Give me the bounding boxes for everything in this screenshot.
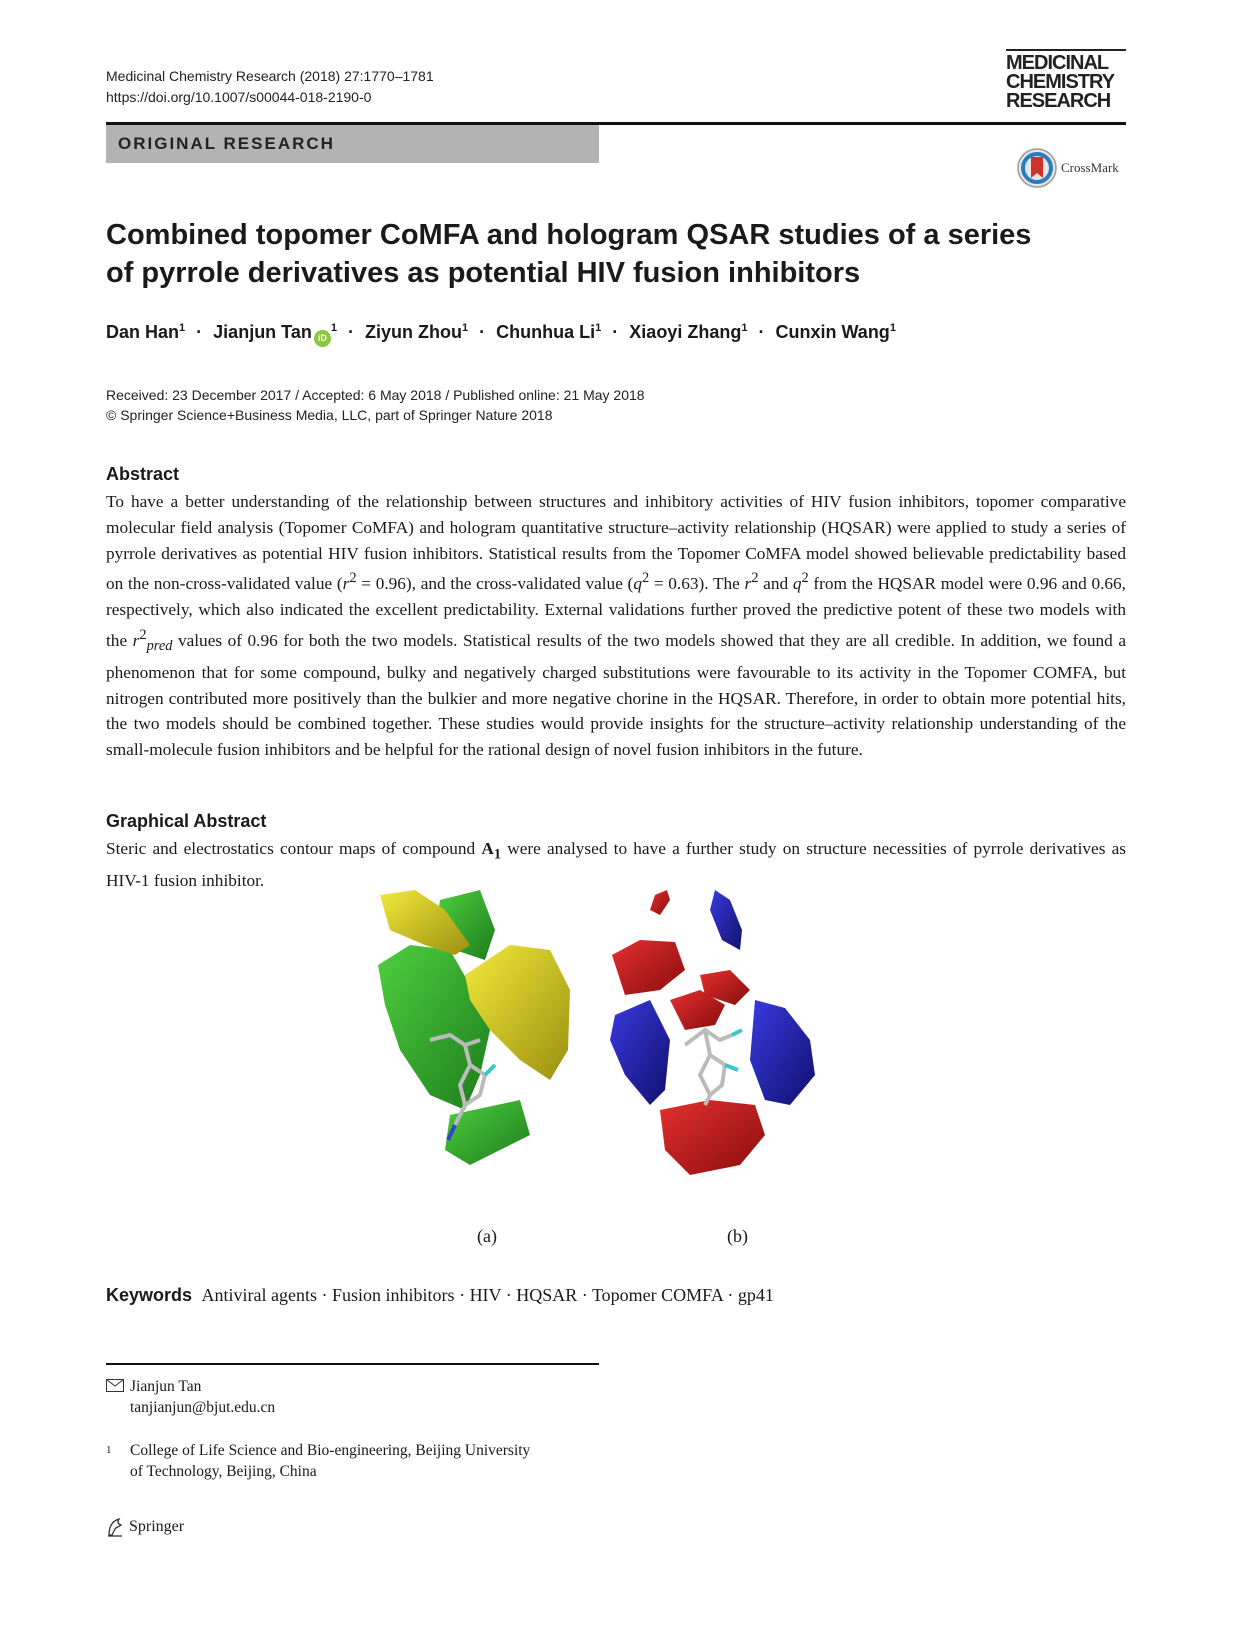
keyword-item[interactable]: Fusion inhibitors (332, 1285, 455, 1305)
affiliation-ref: 1 (179, 322, 186, 334)
section-label: ORIGINAL RESEARCH (118, 134, 335, 153)
symbol-q: q (633, 574, 642, 594)
figure-label-b: (b) (727, 1226, 748, 1246)
author-name[interactable]: Chunhua Li (496, 322, 596, 342)
journal-logo (1006, 49, 1126, 111)
keyword-item[interactable]: HIV (469, 1285, 502, 1305)
author-name[interactable]: Dan Han (106, 322, 180, 342)
affiliation-ref: 1 (330, 322, 337, 334)
abstract-part: To have a better understanding of the relationship between structures and inhibitory activities of HIV fusion inhibitors, topomer comparative molecular field analysis (Topomer CoMFA) and hologram quantitative structure–activity relationship (HQSAR) were applied to study a series of pyrrole derivatives as potential HIV fusion inhibitors. Statistical results from the Topomer CoMFA model showed believable predictability based on the non-cross-validated value ( (106, 492, 1126, 594)
electronegative-region (612, 940, 685, 995)
electropositive-region (710, 890, 742, 950)
crossmark-button[interactable] (1017, 148, 1119, 188)
abstract-part: from the HQSAR model were 0.96 and 0.66, respectively, which also indicated the excellent predictability. External validations further proved the predictive potent of these two models with the (106, 574, 1127, 650)
publication-dates (106, 385, 645, 425)
abstract-part: and (758, 574, 793, 594)
figure-label-a: (a) (477, 1226, 497, 1246)
author-separator: · (758, 322, 765, 342)
affiliation-line: of Technology, Beijing, China (130, 1463, 317, 1480)
author-separator: · (612, 322, 619, 342)
contour-map-figure (370, 890, 880, 1250)
graphical-abstract-text (106, 836, 1126, 894)
author-name[interactable]: Ziyun Zhou (365, 322, 462, 342)
title-line-1: Combined topomer CoMFA and hologram QSAR studies of a series (106, 219, 1032, 251)
author-separator: · (479, 322, 486, 342)
author-name[interactable]: Cunxin Wang (775, 322, 890, 342)
ga-part: were analysed to have a further study on structure necessities of pyrrole derivatives as HIV-1 fusion inhibitor. (106, 839, 1127, 891)
section-band (106, 125, 599, 163)
affiliation-ref: 1 (889, 322, 896, 334)
abstract-text (106, 489, 1126, 763)
corresponding-name: Jianjun Tan (130, 1378, 202, 1395)
electropositive-region (750, 1000, 815, 1105)
publisher-logo (106, 1517, 184, 1537)
orcid-icon[interactable]: iD (314, 330, 331, 347)
affiliation-line: College of Life Science and Bio-engineering, Beijing University (130, 1442, 531, 1459)
logo-word-3: RESEARCH (1006, 90, 1111, 112)
keyword-separator: · (459, 1285, 466, 1305)
footnote-rule (106, 1363, 599, 1365)
envelope-icon (106, 1379, 124, 1392)
corresponding-email[interactable]: tanjianjun@bjut.edu.cn (130, 1399, 276, 1416)
corresponding-author (106, 1376, 275, 1418)
citation-line: Medicinal Chemistry Research (2018) 27:1770–1781 (106, 68, 434, 84)
keyword-item[interactable]: Antiviral agents (201, 1285, 318, 1305)
steric-favorable-region (445, 1100, 530, 1165)
article-title (106, 216, 1086, 292)
exponent: 2 (801, 570, 809, 587)
exponent: 2 (751, 570, 759, 587)
graphical-abstract-heading: Graphical Abstract (106, 811, 267, 831)
steric-contour-map (378, 890, 570, 1165)
author-separator: · (196, 322, 203, 342)
exponent: 2 (349, 570, 357, 587)
affiliation-ref: 1 (741, 322, 748, 334)
ga-part: Steric and electrostatics contour maps of compound (106, 839, 482, 858)
keywords-heading: Keywords (106, 1285, 193, 1305)
ligand-molecule (685, 1030, 742, 1105)
logo-rule (1006, 49, 1126, 51)
springer-horse-icon (106, 1517, 124, 1537)
keyword-item[interactable]: HQSAR (516, 1285, 578, 1305)
exponent: 2 (641, 570, 650, 587)
doi-link[interactable]: https://doi.org/10.1007/s00044-018-2190-0 (106, 89, 372, 105)
author-list (106, 322, 896, 347)
symbol-r-pred: r (132, 630, 140, 650)
author-separator: · (348, 322, 354, 342)
keyword-separator: · (505, 1285, 512, 1305)
compound-subscript: 1 (493, 846, 502, 863)
subscript-pred: pred (146, 637, 173, 654)
electropositive-region (610, 1000, 670, 1105)
keyword-separator: · (727, 1285, 734, 1305)
keyword-separator: · (321, 1285, 328, 1305)
electronegative-region (660, 1100, 765, 1175)
keywords (106, 1285, 774, 1306)
electronegative-region (650, 890, 670, 915)
journal-citation (106, 66, 434, 108)
electrostatic-contour-map (610, 890, 815, 1175)
abstract-heading: Abstract (106, 464, 180, 484)
logo-word-1: MEDICINAL (1006, 52, 1109, 74)
symbol-r: r (342, 574, 350, 594)
keyword-item[interactable]: Topomer COMFA (591, 1285, 723, 1305)
title-line-2: of pyrrole derivatives as potential HIV fusion inhibitors (106, 257, 861, 289)
abstract-part: = 0.63). The (649, 574, 745, 594)
symbol-r: r (744, 574, 752, 594)
author-name[interactable]: Jianjun Tan (213, 322, 312, 342)
keyword-separator: · (581, 1285, 588, 1305)
history-dates: Received: 23 December 2017 / Accepted: 6 May 2018 / Published online: 21 May 2018 (106, 387, 645, 403)
publisher-name: Springer (129, 1518, 185, 1535)
compound-label: A (481, 839, 494, 858)
abstract-part: values of 0.96 for both the two models. Statistical results of the two models showed that they are all credible. In addition, we found a phenomenon that for some compound, bulky and negatively charged substitutions were favourable to its activity in the Topomer COMFA, but nitrogen contributed more positively than the bulkier and more negative chorine in the HQSAR. Therefore, in order to obtain more potential hits, the two models should be combined together. These studies would provide insights for the structure–activity relationship understanding of the small-molecule fusion inhibitors and be helpful for the rational design of novel fusion inhibitors in the future. (106, 630, 1126, 760)
crossmark-icon (1017, 148, 1057, 188)
affiliation-number: 1 (106, 1444, 112, 1456)
affiliation (106, 1440, 530, 1482)
crossmark-label: CrossMark (1061, 160, 1119, 175)
affiliation-ref: 1 (462, 322, 469, 334)
symbol-q: q (792, 574, 802, 594)
keyword-item[interactable]: gp41 (737, 1285, 774, 1305)
author-name[interactable]: Xiaoyi Zhang (629, 322, 742, 342)
abstract-part: = 0.96), and the cross-validated value ( (356, 574, 634, 594)
copyright-line: © Springer Science+Business Media, LLC, part of Springer Nature 2018 (106, 407, 553, 423)
logo-word-2: CHEMISTRY (1006, 71, 1115, 93)
exponent: 2 (139, 626, 147, 643)
affiliation-ref: 1 (595, 322, 602, 334)
